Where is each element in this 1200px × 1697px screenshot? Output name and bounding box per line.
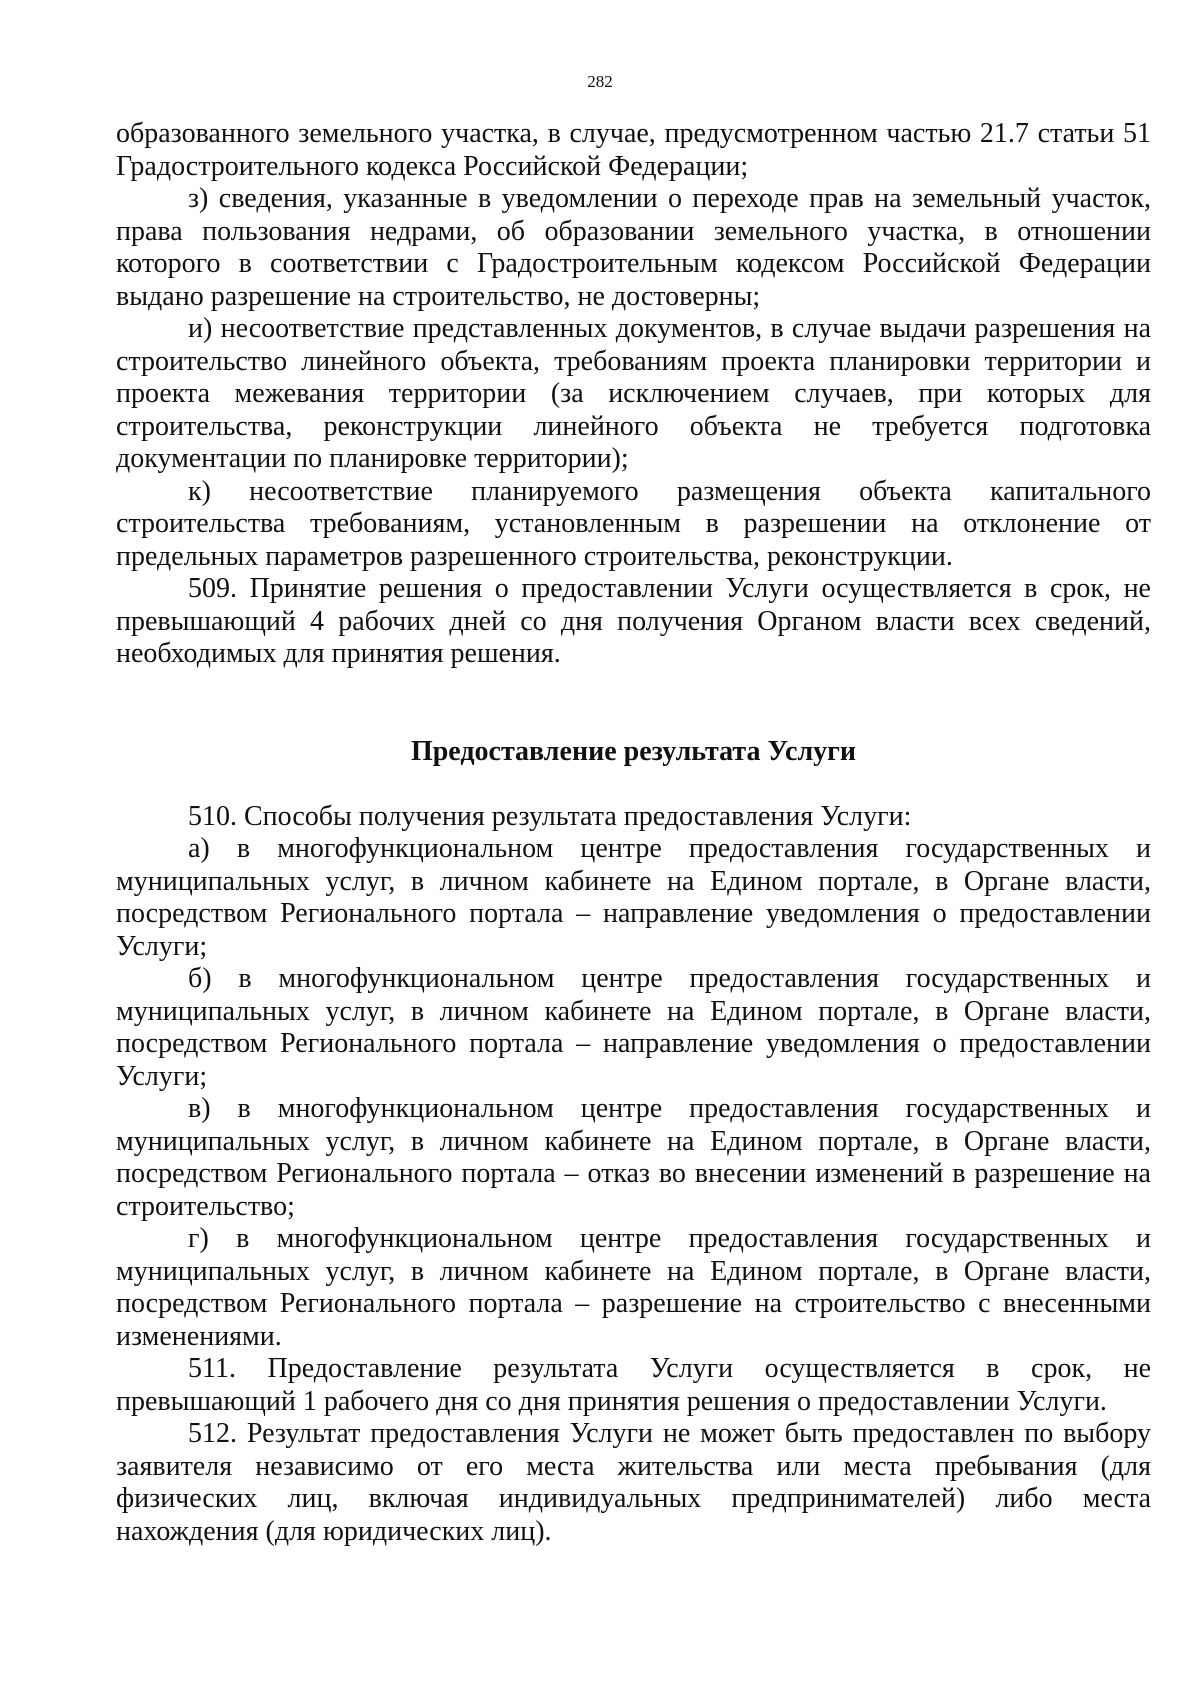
paragraph-item-b: б) в многофункциональном центре предоставления государственных и муниципальных услуг, в личном кабинете на Едином портале, в Органе власти, посредством Регионального портала – направление уведомления о предоставлении Услуги; <box>116 963 1151 1092</box>
heading-spacer <box>116 768 1151 801</box>
paragraph-509: 509. Принятие решения о предоставлении Услуги осуществляется в срок, не превышающий 4 рабочих дней со дня получения Органом власти всех сведений, необходимых для принятия решения. <box>116 573 1151 669</box>
document-body <box>116 118 1151 1548</box>
paragraph-item-g: г) в многофункциональном центре предоставления государственных и муниципальных услуг, в личном кабинете на Едином портале, в Органе власти, посредством Регионального портала – разрешение на строительство с внесенными изменениями. <box>116 1223 1151 1352</box>
paragraph-512: 512. Результат предоставления Услуги не может быть предоставлен по выбору заявителя независимо от его места жительства или места пребывания (для физических лиц, включая индивидуальных предпринимателей) либо места нахождения (для юридических лиц). <box>116 1418 1151 1547</box>
paragraph-item-v: в) в многофункциональном центре предоставления государственных и муниципальных услуг, в личном кабинете на Едином портале, в Органе власти, посредством Регионального портала – отказ во внесении изменений в разрешение на строительство; <box>116 1093 1151 1222</box>
paragraph-item-a: а) в многофункциональном центре предоставления государственных и муниципальных услуг, в личном кабинете на Едином портале, в Органе власти, посредством Регионального портала – направление уведомления о предоставлении Услуги; <box>116 833 1151 962</box>
paragraph-continuation: образованного земельного участка, в случае, предусмотренном частью 21.7 статьи 51 Градостроительного кодекса Российской Федерации; <box>116 118 1151 182</box>
paragraph-item-k: к) несоответствие планируемого размещения объекта капитального строительства требованиям, установленным в разрешении на отклонение от предельных параметров разрешенного строительства, реконструкции. <box>116 475 1151 572</box>
paragraph-510: 510. Способы получения результата предоставления Услуги: <box>188 800 912 832</box>
paragraph-511: 511. Предоставление результата Услуги осуществляется в срок, не превышающий 1 рабочего дня со дня принятия решения о предоставлении Услуги. <box>116 1353 1151 1417</box>
section-heading: Предоставление результата Услуги <box>410 735 857 767</box>
page-number: 282 <box>587 72 613 91</box>
paragraph-item-i: и) несоответствие представленных документов, в случае выдачи разрешения на строительство линейного объекта, требованиям проекта планировки территории и проекта межевания территории (за исключением случаев, при которых для строительства, реконструкции линейного объекта не требуется подготовка документации по планировке территории); <box>116 313 1151 474</box>
paragraph-item-z: з) сведения, указанные в уведомлении о переходе прав на земельный участок, права пользования недрами, об образовании земельного участка, в отношении которого в соответствии с Градостроительным кодексом Российской Федерации выдано разрешение на строительство, не достоверны; <box>116 183 1151 312</box>
section-spacer <box>116 671 1151 736</box>
